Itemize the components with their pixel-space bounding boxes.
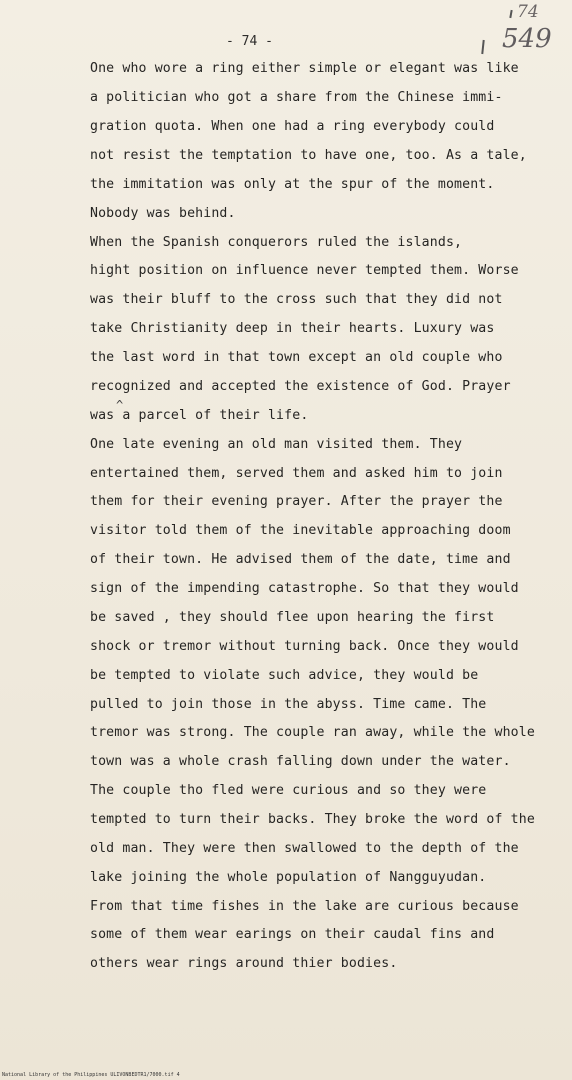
- pencil-tick-mark: [509, 10, 512, 18]
- text-line: the last word in that town except an old couple who: [90, 350, 503, 365]
- text-line: shock or tremor without turning back. Once they would: [90, 639, 519, 654]
- text-line: old man. They were then swallowed to the depth of the: [90, 841, 519, 856]
- text-line: gration quota. When one had a ring everybody could: [90, 119, 495, 134]
- page-number: - 74 -: [226, 34, 273, 49]
- text-line: some of them wear earings on their caudal fins and: [90, 927, 495, 942]
- text-line: lake joining the whole population of Nangguyudan.: [90, 870, 487, 885]
- text-line: them for their evening prayer. After the prayer the: [90, 494, 503, 509]
- text-line: One late evening an old man visited them. They: [90, 437, 463, 452]
- pencil-tick-mark: [481, 40, 484, 54]
- text-line: of their town. He advised them of the date, time and: [90, 552, 511, 567]
- archive-footer: National Library of the Philippines ULIVONBEDTR1/7000.tif 4: [2, 1072, 180, 1078]
- text-line: One who wore a ring either simple or elegant was like: [90, 61, 519, 76]
- text-line: was their bluff to the cross such that they did not: [90, 292, 503, 307]
- text-line: not resist the temptation to have one, too. As a tale,: [90, 148, 527, 163]
- text-line: be tempted to violate such advice, they would be: [90, 668, 479, 683]
- text-line: From that time fishes in the lake are curious because: [90, 899, 519, 914]
- insertion-caret-mark: ^: [116, 398, 124, 412]
- text-line: town was a whole crash falling down under the water.: [90, 754, 511, 769]
- text-line: hight position on influence never tempted them. Worse: [90, 263, 519, 278]
- text-line: the immitation was only at the spur of the moment.: [90, 177, 495, 192]
- text-line: visitor told them of the inevitable approaching doom: [90, 523, 511, 538]
- text-line: was a parcel of their life.: [90, 408, 309, 423]
- text-line: take Christianity deep in their hearts. Luxury was: [90, 321, 495, 336]
- text-line: The couple tho fled were curious and so they were: [90, 783, 487, 798]
- text-line: be saved , they should flee upon hearing the first: [90, 610, 495, 625]
- handwritten-folio-number: 549: [502, 24, 552, 54]
- text-line: tremor was strong. The couple ran away, while the whole: [90, 725, 535, 740]
- text-line: sign of the impending catastrophe. So that they would: [90, 581, 519, 596]
- text-line: pulled to join those in the abyss. Time came. The: [90, 697, 487, 712]
- text-line: others wear rings around thier bodies.: [90, 956, 398, 971]
- text-line: Nobody was behind.: [90, 206, 236, 221]
- text-line: recognized and accepted the existence of God. Prayer: [90, 379, 511, 394]
- handwritten-page-mark: 74: [517, 2, 539, 22]
- text-line: entertained them, served them and asked him to join: [90, 466, 503, 481]
- text-line: When the Spanish conquerors ruled the islands,: [90, 235, 463, 250]
- text-line: tempted to turn their backs. They broke the word of the: [90, 812, 535, 827]
- text-line: a politician who got a share from the Chinese immi-: [90, 90, 503, 105]
